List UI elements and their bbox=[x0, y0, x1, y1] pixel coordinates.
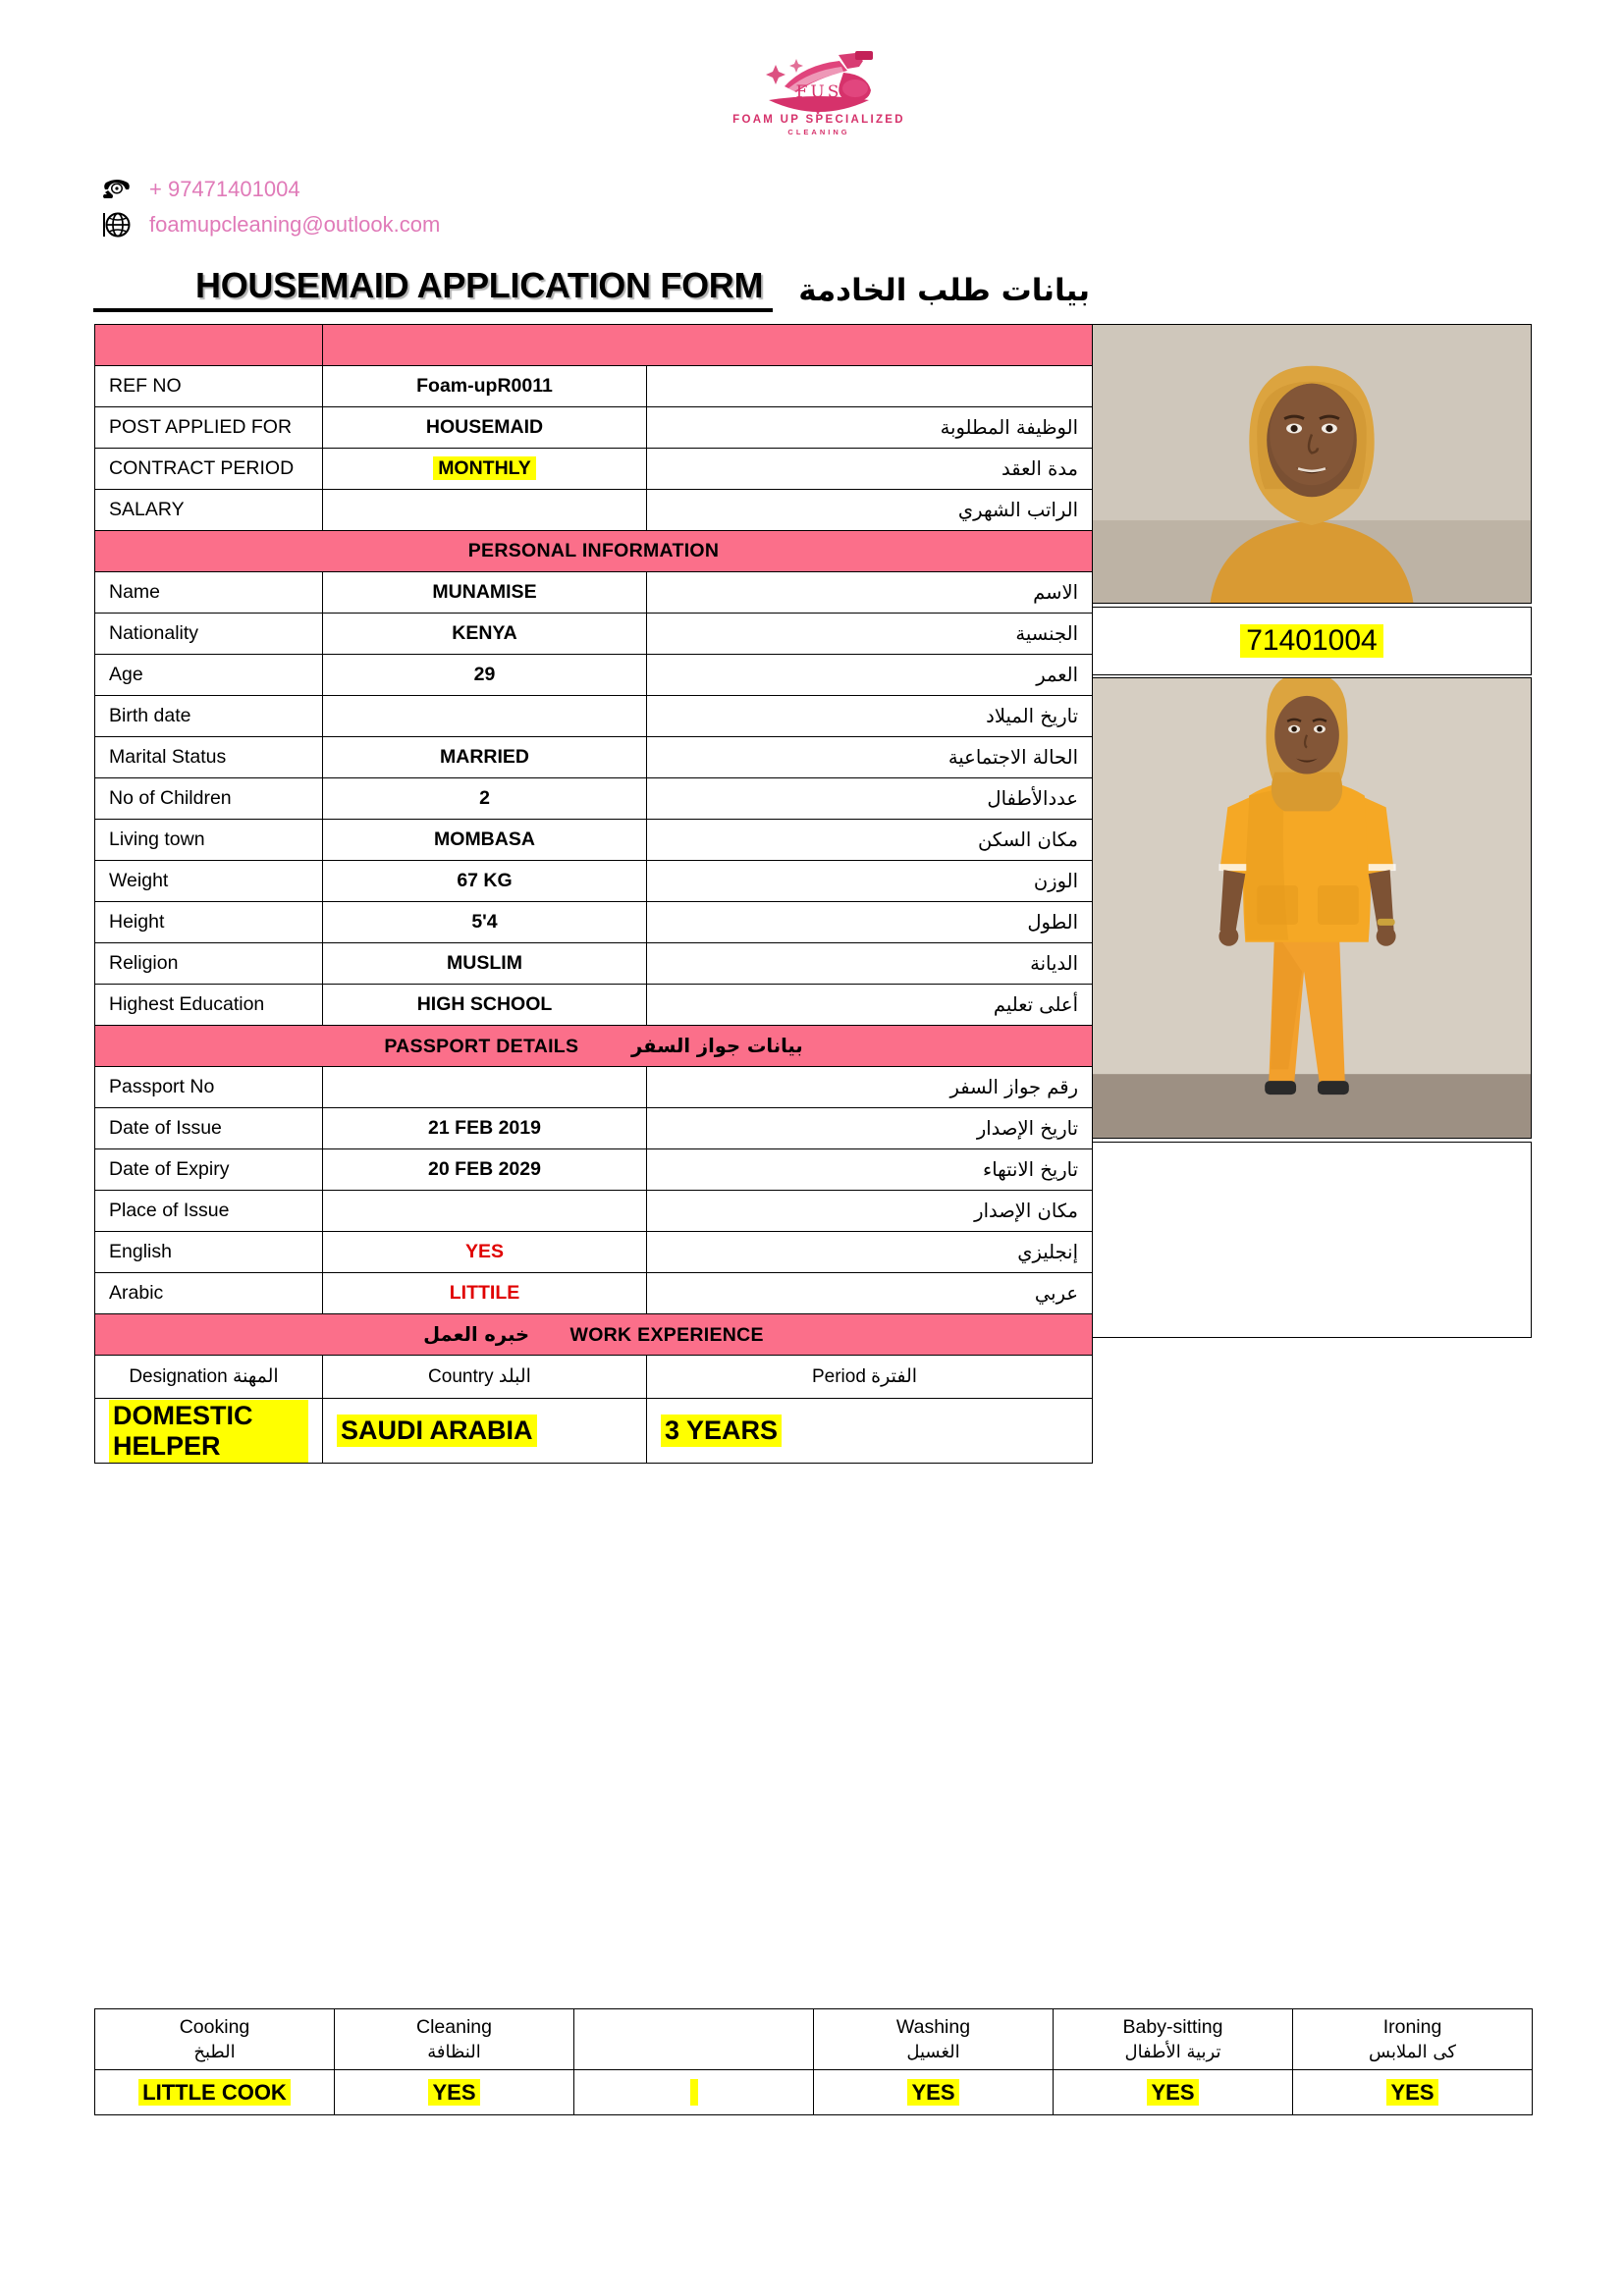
row-value-living-town: MOMBASA bbox=[323, 820, 647, 861]
row-value-nationality: KENYA bbox=[323, 614, 647, 655]
table-row bbox=[95, 1273, 1093, 1314]
row-arabic-contract-period: مدة العقد bbox=[647, 449, 1093, 490]
phone-number-badge-value: 71401004 bbox=[1240, 624, 1382, 658]
row-arabic-age: العمر bbox=[647, 655, 1093, 696]
table-row bbox=[95, 985, 1093, 1026]
table-row bbox=[95, 737, 1093, 778]
skill-header-cleaning-en: Cleaning bbox=[416, 2016, 492, 2039]
applicant-full-body-photo bbox=[1092, 677, 1532, 1139]
row-arabic-marital-status: الحالة الاجتماعية bbox=[647, 737, 1093, 778]
skills-value-row bbox=[95, 2070, 1533, 2115]
row-arabic-date-of-issue: تاريخ الإصدار bbox=[647, 1108, 1093, 1149]
band-work-experience-ar: خبره العمل bbox=[423, 1322, 530, 1346]
table-row bbox=[95, 655, 1093, 696]
contact-block bbox=[98, 175, 440, 240]
skill-header-baby-sitting bbox=[1054, 2009, 1293, 2070]
contact-email-row bbox=[98, 210, 440, 240]
globe-icon bbox=[98, 211, 135, 239]
row-label-arabic: Arabic bbox=[95, 1273, 323, 1314]
table-row bbox=[95, 1108, 1093, 1149]
band-work-experience-en: WORK EXPERIENCE bbox=[569, 1323, 764, 1346]
table-row bbox=[95, 407, 1093, 449]
we-value-period: 3 YEARS bbox=[647, 1399, 1093, 1464]
row-label-religion: Religion bbox=[95, 943, 323, 985]
row-arabic-religion: الديانة bbox=[647, 943, 1093, 985]
skill-header-washing-en: Washing bbox=[895, 2016, 971, 2039]
skill-header-cleaning bbox=[335, 2009, 574, 2070]
row-arabic-no-of-children: عددالأطفال bbox=[647, 778, 1093, 820]
skill-value-baby-sitting: YES bbox=[1054, 2070, 1293, 2115]
we-header-country-ar: البلد bbox=[498, 1365, 531, 1387]
row-arabic-date-of-expiry: تاريخ الانتهاء bbox=[647, 1149, 1093, 1191]
row-label-salary: SALARY bbox=[95, 490, 323, 531]
row-arabic-passport-no: رقم جواز السفر bbox=[647, 1067, 1093, 1108]
table-row bbox=[95, 696, 1093, 737]
table-row bbox=[95, 902, 1093, 943]
phone-number-badge bbox=[1092, 607, 1532, 675]
skill-value-cleaning: YES bbox=[335, 2070, 574, 2115]
contract-period-highlight: MONTHLY bbox=[433, 456, 536, 480]
skill-header-cleaning-ar: النظافة bbox=[427, 2041, 481, 2062]
row-label-highest-education: Highest Education bbox=[95, 985, 323, 1026]
we-header-period-en: Period bbox=[811, 1366, 866, 1387]
row-label-name: Name bbox=[95, 572, 323, 614]
row-value-english: YES bbox=[323, 1232, 647, 1273]
table-row bbox=[95, 1314, 1093, 1356]
table-row bbox=[95, 531, 1093, 572]
row-value-weight: 67 KG bbox=[323, 861, 647, 902]
skill-header-cooking bbox=[95, 2009, 335, 2070]
row-label-height: Height bbox=[95, 902, 323, 943]
row-arabic-height: الطول bbox=[647, 902, 1093, 943]
applicant-headshot-photo bbox=[1092, 324, 1532, 604]
contact-email-text: foamupcleaning@outlook.com bbox=[149, 212, 441, 237]
table-row bbox=[95, 1232, 1093, 1273]
row-arabic-ref-no bbox=[647, 366, 1093, 407]
skill-value-blank bbox=[574, 2070, 814, 2115]
skill-header-ironing-en: Ironing bbox=[1382, 2016, 1442, 2039]
skill-value-washing: YES bbox=[814, 2070, 1054, 2115]
row-label-age: Age bbox=[95, 655, 323, 696]
we-header-period bbox=[647, 1356, 1093, 1399]
row-value-place-of-issue bbox=[323, 1191, 647, 1232]
row-arabic-post-applied-for: الوظيفة المطلوبة bbox=[647, 407, 1093, 449]
row-arabic-highest-education: أعلى تعليم bbox=[647, 985, 1093, 1026]
skill-header-ironing-ar: كى الملابس bbox=[1369, 2041, 1456, 2062]
row-value-passport-no bbox=[323, 1067, 647, 1108]
row-value-contract-period bbox=[323, 449, 647, 490]
contact-phone-row bbox=[98, 175, 440, 204]
skill-header-baby-sitting-ar: تربية الأطفال bbox=[1124, 2041, 1221, 2062]
page-title-arabic: بيانات طلب الخادمة bbox=[798, 273, 1090, 308]
row-label-nationality: Nationality bbox=[95, 614, 323, 655]
table-row bbox=[95, 614, 1093, 655]
we-value-country: SAUDI ARABIA bbox=[323, 1399, 647, 1464]
table-row bbox=[95, 366, 1093, 407]
band-passport-en: PASSPORT DETAILS bbox=[384, 1035, 579, 1057]
table-row bbox=[95, 820, 1093, 861]
table-row bbox=[95, 325, 1093, 366]
we-header-designation bbox=[95, 1356, 323, 1399]
band-work-experience bbox=[95, 1314, 1093, 1356]
top-band-left bbox=[95, 325, 323, 366]
form-title-bar bbox=[93, 257, 1360, 312]
skill-header-cooking-en: Cooking bbox=[179, 2016, 250, 2039]
row-value-name: MUNAMISE bbox=[323, 572, 647, 614]
application-table bbox=[94, 324, 1093, 1464]
row-label-weight: Weight bbox=[95, 861, 323, 902]
skill-header-baby-sitting-en: Baby-sitting bbox=[1122, 2016, 1223, 2039]
row-arabic-name: الاسم bbox=[647, 572, 1093, 614]
skill-value-ironing: YES bbox=[1293, 2070, 1533, 2115]
logo-company-name: FOAM UP SPECIALIZED bbox=[732, 114, 905, 126]
row-arabic-salary: الراتب الشهري bbox=[647, 490, 1093, 531]
row-label-ref-no: REF NO bbox=[95, 366, 323, 407]
row-value-marital-status: MARRIED bbox=[323, 737, 647, 778]
row-value-ref-no: Foam-upR0011 bbox=[323, 366, 647, 407]
row-arabic-english: إنجليزي bbox=[647, 1232, 1093, 1273]
row-value-birth-date bbox=[323, 696, 647, 737]
row-label-post-applied-for: POST APPLIED FOR bbox=[95, 407, 323, 449]
work-experience-entry-row bbox=[95, 1399, 1093, 1464]
row-label-contract-period: CONTRACT PERIOD bbox=[95, 449, 323, 490]
row-label-no-of-children: No of Children bbox=[95, 778, 323, 820]
table-row bbox=[95, 1067, 1093, 1108]
skills-header-row bbox=[95, 2009, 1533, 2070]
row-value-religion: MUSLIM bbox=[323, 943, 647, 985]
row-value-date-of-expiry: 20 FEB 2029 bbox=[323, 1149, 647, 1191]
row-arabic-weight: الوزن bbox=[647, 861, 1093, 902]
contact-phone-text: + 97471401004 bbox=[149, 177, 300, 201]
we-header-period-ar: الفترة bbox=[871, 1365, 918, 1387]
we-header-country bbox=[323, 1356, 647, 1399]
row-arabic-birth-date: تاريخ الميلاد bbox=[647, 696, 1093, 737]
skill-header-cooking-ar: الطبخ bbox=[193, 2041, 236, 2062]
fus-logo-icon bbox=[745, 47, 893, 114]
row-label-place-of-issue: Place of Issue bbox=[95, 1191, 323, 1232]
table-row bbox=[95, 1191, 1093, 1232]
table-row bbox=[95, 943, 1093, 985]
row-value-height: 5'4 bbox=[323, 902, 647, 943]
we-header-designation-ar: المهنة bbox=[232, 1365, 279, 1387]
skill-header-washing bbox=[814, 2009, 1054, 2070]
skill-header-ironing bbox=[1293, 2009, 1533, 2070]
row-value-date-of-issue: 21 FEB 2019 bbox=[323, 1108, 647, 1149]
we-value-designation: DOMESTIC HELPER bbox=[95, 1399, 323, 1464]
row-label-date-of-issue: Date of Issue bbox=[95, 1108, 323, 1149]
row-value-highest-education: HIGH SCHOOL bbox=[323, 985, 647, 1026]
row-value-no-of-children: 2 bbox=[323, 778, 647, 820]
row-arabic-nationality: الجنسية bbox=[647, 614, 1093, 655]
table-row bbox=[95, 778, 1093, 820]
we-header-country-en: Country bbox=[428, 1366, 494, 1387]
page-title: HOUSEMAID APPLICATION FORM bbox=[93, 265, 773, 312]
row-arabic-place-of-issue: مكان الإصدار bbox=[647, 1191, 1093, 1232]
table-row bbox=[95, 1149, 1093, 1191]
row-arabic-arabic: عربي bbox=[647, 1273, 1093, 1314]
notes-blank-box bbox=[1092, 1142, 1532, 1338]
row-label-marital-status: Marital Status bbox=[95, 737, 323, 778]
table-row bbox=[95, 490, 1093, 531]
telephone-icon bbox=[98, 176, 135, 203]
row-arabic-living-town: مكان السكن bbox=[647, 820, 1093, 861]
we-header-designation-en: Designation bbox=[129, 1366, 228, 1387]
skills-table bbox=[94, 2008, 1533, 2115]
table-row bbox=[95, 861, 1093, 902]
table-row bbox=[95, 449, 1093, 490]
row-value-post-applied-for: HOUSEMAID bbox=[323, 407, 647, 449]
table-row bbox=[95, 572, 1093, 614]
skill-value-cooking: LITTLE COOK bbox=[95, 2070, 335, 2115]
row-value-age: 29 bbox=[323, 655, 647, 696]
row-label-english: English bbox=[95, 1232, 323, 1273]
table-row bbox=[95, 1026, 1093, 1067]
row-label-living-town: Living town bbox=[95, 820, 323, 861]
band-personal-information: PERSONAL INFORMATION bbox=[95, 531, 1093, 572]
row-label-date-of-expiry: Date of Expiry bbox=[95, 1149, 323, 1191]
band-passport-details bbox=[95, 1026, 1093, 1067]
logo-company-sub: CLEANING bbox=[787, 128, 850, 137]
skill-header-blank bbox=[574, 2009, 814, 2070]
work-experience-header-row bbox=[95, 1356, 1093, 1399]
row-value-arabic: LITTILE bbox=[323, 1273, 647, 1314]
row-label-birth-date: Birth date bbox=[95, 696, 323, 737]
row-value-salary bbox=[323, 490, 647, 531]
skill-header-washing-ar: الغسيل bbox=[906, 2041, 960, 2062]
row-label-passport-no: Passport No bbox=[95, 1067, 323, 1108]
svg-text:FUS: FUS bbox=[795, 82, 842, 102]
company-logo bbox=[687, 47, 950, 153]
top-band-right bbox=[323, 325, 1093, 366]
band-passport-ar: بيانات جواز السفر bbox=[631, 1034, 803, 1057]
